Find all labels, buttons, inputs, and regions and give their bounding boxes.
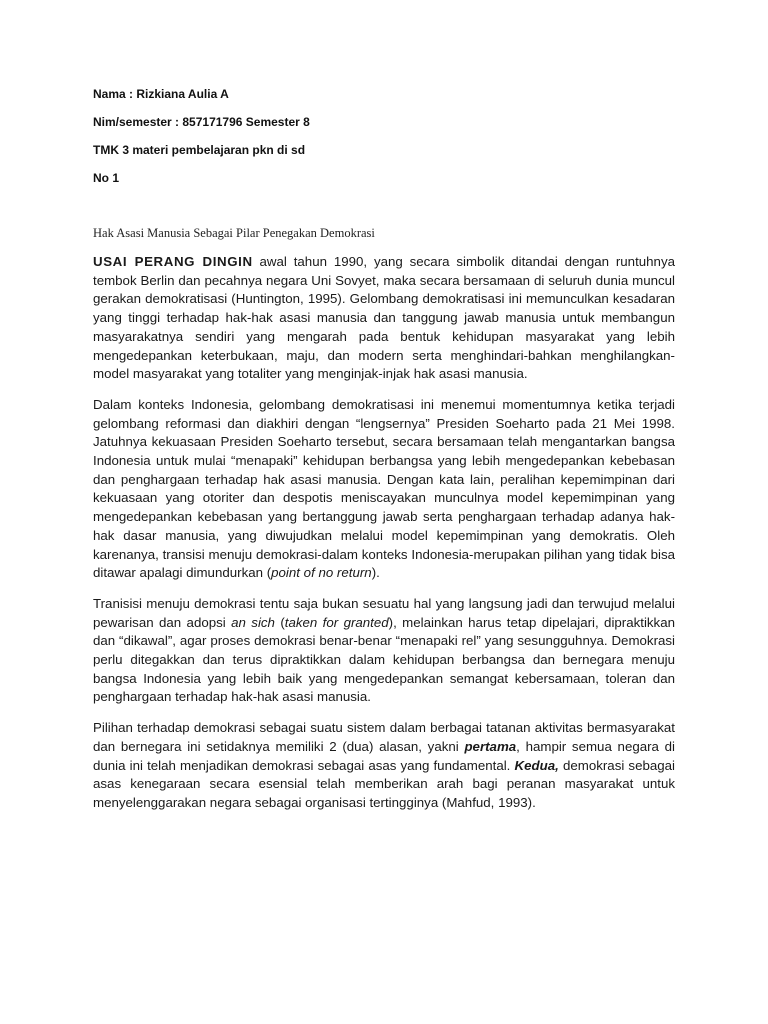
student-name: Nama : Rizkiana Aulia A: [93, 87, 229, 101]
paragraph-4-part-c: demokrasi sebagai asas kenegaraan secara esensial telah memberikan arah bagi peranan masyarakat untuk menyelenggarakan negara sebagai organisasi tertingginya (Mahfud, 1993).: [93, 757, 676, 810]
paragraph-3-part-c: ), melainkan harus tetap dipelajari, dipraktikkan dan “dikawal”, agar proses demokrasi benar-benar “menapaki rel” yang sesungguhnya. Demokrasi perlu ditegakkan dan terus dipraktikkan dalam kehidupan berbangsa dan bernegara menuju bangsa Indonesia yang lebih baik yang mengedepankan semangat kebersamaan, toleran dan penghargaan terhadap hak-hak asasi manusia.: [93, 614, 676, 705]
article-subtitle: Hak Asasi Manusia Sebagai Pilar Penegakan Demokrasi: [93, 226, 375, 240]
paragraph-1: [93, 253, 675, 384]
paragraph-4-bold-1: pertama: [464, 738, 517, 754]
paragraph-4-bold-2: Kedua,: [514, 757, 559, 773]
paragraph-1-lead: USAI PERANG DINGIN: [93, 254, 253, 269]
assignment-title: TMK 3 materi pembelajaran pkn di sd: [93, 143, 306, 157]
paragraph-2-end: ).: [371, 565, 380, 581]
paragraph-3-part-b: (: [274, 614, 285, 630]
paragraph-3-part-a: Tranisisi menuju demokrasi tentu saja bukan sesuatu hal yang langsung jadi dan terwujud melalui pewarisan dan adopsi: [93, 595, 675, 630]
question-number: No 1: [93, 171, 120, 185]
student-nim-semester: Nim/semester : 857171796 Semester 8: [93, 115, 310, 129]
paragraph-2-italic: point of no return: [271, 565, 372, 581]
document-page: [93, 86, 675, 825]
paragraph-3-italic-1: an sich: [231, 614, 275, 630]
paragraph-4: [93, 719, 675, 813]
paragraph-3-italic-2: taken for granted: [284, 614, 389, 630]
paragraph-1-text: awal tahun 1990, yang secara simbolik ditandai dengan runtuhnya tembok Berlin dan pecahnya negara Uni Sovyet, maka secara bersamaan di seluruh dunia muncul gerakan demokratisasi (Huntington, 1995). Gelombang demokratisasi ini memunculkan kesadaran yang tinggi terhadap hak-hak asasi manusia dan tanggung jawab manusia untuk membangun masyarakatnya sendiri yang mengarah pada bentuk kehidupan masyarakat yang lebih mengedepankan keterbukaan, maju, dan modern serta menghindari-bahkan menghilangkan-model masyarakat yang totaliter yang menginjak-injak hak asasi manusia.: [93, 254, 675, 382]
paragraph-4-part-b: , hampir semua negara di dunia ini telah menjadikan demokrasi sebagai asas yang fundamental.: [93, 738, 676, 773]
paragraph-2: [93, 396, 675, 583]
paragraph-3: [93, 595, 675, 707]
paragraph-4-part-a: Pilihan terhadap demokrasi sebagai suatu sistem dalam berbagai tatanan aktivitas bermasyarakat dan bernegara ini setidaknya memiliki 2 (dua) alasan, yakni: [93, 720, 675, 754]
paragraph-2-text: Dalam konteks Indonesia, gelombang demokratisasi ini menemui momentumnya ketika terjadi gelombang reformasi dan diakhiri dengan “lengsernya” Presiden Soeharto pada 21 Mei 1998. Jatuhnya kekuasaan Presiden Soeharto tersebut, secara bersamaan telah mengantarkan bangsa Indonesia untuk mulai “menapaki” kehidupan berbangsa yang lebih mengedepankan kebebasan dan penghargaan terhadap hak asasi manusia. Dengan kata lain, peralihan kepemimpinan dari kekuasaan yang otoriter dan despotis meniscayakan munculnya model kepemimpinan yang mengedepankan kebebasan yang bertanggung jawab serta penghargaan terhadap adanya hak-hak dasar manusia, yang diwujudkan melalui model kepemimpinan yang demokratis. Oleh karenanya, transisi menuju demokrasi-dalam konteks Indonesia-merupakan pilihan yang tidak bisa ditawar apalagi dimundurkan (: [93, 396, 675, 581]
